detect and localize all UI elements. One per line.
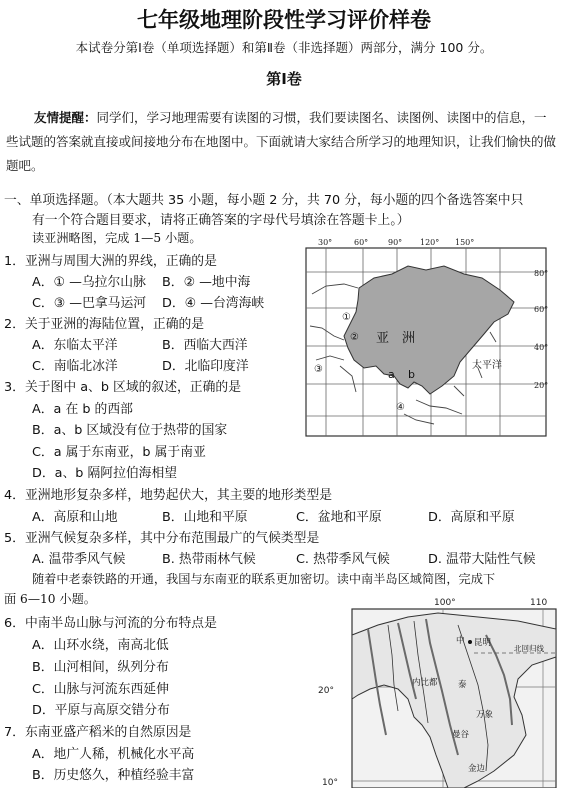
area-b-label: b: [408, 368, 415, 381]
lon-label-110: 110: [530, 598, 548, 608]
section-heading-line2: 有一个符合题目要求，请将正确答案的字母代号填涂在答题卡上。）: [32, 213, 410, 228]
question-4-stem: 4．亚洲地形复杂多样，地势起伏大，其主要的地形类型是: [4, 488, 333, 503]
question-6-stem: 6．中南半岛山脉与河流的分布特点是: [4, 616, 217, 631]
lat-label-80: 80°: [534, 269, 549, 278]
friendly-tip: [6, 106, 558, 178]
tropic-of-cancer-label: 北回归线: [514, 644, 544, 653]
marker-2: ②: [350, 332, 359, 343]
lat-label-60: 60°: [534, 305, 549, 314]
question-7-stem: 7．东南亚盛产稻米的自然原因是: [4, 725, 192, 740]
question-3-option-c[interactable]: C．a 属于东南亚，b 属于南亚: [32, 445, 206, 460]
place-thailand: 泰: [458, 680, 467, 690]
place-china: 中: [456, 636, 465, 646]
question-7-option-b[interactable]: B．历史悠久，种植经验丰富: [32, 768, 195, 783]
question-4-option-a[interactable]: A．高原和山地: [32, 510, 118, 525]
lon-label-60: 60°: [354, 238, 369, 247]
volume-label: 第Ⅰ卷: [266, 70, 302, 88]
question-1-option-c[interactable]: C．③ —巴拿马运河: [32, 296, 147, 311]
place-phnom-penh: 金边: [468, 764, 486, 774]
section-heading-line1: 一、单项选择题。（本大题共 35 小题，每小题 2 分，共 70 分，每小题的四个备选答案中只: [4, 193, 524, 208]
intro-questions-6-10-line1: 随着中老泰铁路的开通，我国与东南亚的联系更加密切。读中南半岛区域简图，完成下: [32, 572, 496, 586]
question-1-option-d[interactable]: D．④ —台湾海峡: [162, 296, 265, 311]
question-5-option-b[interactable]: B. 热带雨林气候: [162, 552, 256, 567]
question-2-option-d[interactable]: D．北临印度洋: [162, 359, 249, 374]
question-4-option-d[interactable]: D．高原和平原: [428, 510, 515, 525]
indochina-sketch-map: [318, 595, 562, 788]
question-3-option-b[interactable]: B．a、b 区域没有位于热带的国家: [32, 423, 228, 438]
lat-label-40: 40°: [534, 343, 549, 352]
area-a-label: a: [388, 368, 395, 381]
marker-1: ①: [342, 312, 351, 323]
question-2-stem: 2．关于亚洲的海陆位置，正确的是: [4, 317, 205, 332]
pacific-ocean-label: 太平洋: [472, 360, 502, 371]
question-1-option-a[interactable]: A．① —乌拉尔山脉: [32, 275, 146, 290]
asia-continent-label: 亚 洲: [376, 331, 416, 346]
tip-label: 友情提醒：: [34, 110, 97, 125]
question-6-option-a[interactable]: A．山环水绕，南高北低: [32, 638, 169, 653]
lat-label-20: 20°: [318, 686, 334, 696]
lat-label-20: 20°: [534, 381, 549, 390]
exam-subtitle: 本试卷分第Ⅰ卷（单项选择题）和第Ⅱ卷（非选择题）两部分，满分 100 分。: [75, 40, 493, 55]
kunming-dot: [468, 640, 472, 644]
question-3-stem: 3．关于图中 a、b 区域的叙述，正确的是: [4, 380, 241, 395]
page-title: 七年级地理阶段性学习评价样卷: [137, 8, 431, 32]
intro-questions-1-5: 读亚洲略图，完成 1—5 小题。: [32, 231, 202, 245]
lon-label-100: 100°: [434, 598, 456, 608]
question-5-option-c[interactable]: C. 热带季风气候: [296, 552, 390, 567]
question-4-option-c[interactable]: C．盆地和平原: [296, 510, 382, 525]
question-6-option-d[interactable]: D．平原与高原交错分布: [32, 703, 170, 718]
question-3-option-d[interactable]: D．a、b 隔阿拉伯海相望: [32, 466, 178, 481]
intro-questions-6-10-line2: 面 6—10 小题。: [4, 592, 96, 606]
marker-4: ④: [396, 402, 405, 413]
place-vientiane: 万象: [476, 710, 494, 720]
lon-label-150: 150°: [455, 238, 475, 247]
question-7-option-a[interactable]: A．地广人稀，机械化水平高: [32, 747, 195, 762]
lon-label-120: 120°: [420, 238, 440, 247]
question-5-option-d[interactable]: D. 温带大陆性气候: [428, 552, 536, 567]
question-1-option-b[interactable]: B．② —地中海: [162, 275, 251, 290]
question-4-option-b[interactable]: B．山地和平原: [162, 510, 248, 525]
question-1-stem: 1．亚洲与周围大洲的界线，正确的是: [4, 254, 217, 269]
place-bangkok: 曼谷: [452, 730, 470, 740]
question-2-option-a[interactable]: A．东临太平洋: [32, 338, 118, 353]
asia-landmass: [344, 266, 514, 394]
marker-3: ③: [314, 364, 323, 375]
question-2-option-b[interactable]: B．西临大西洋: [162, 338, 248, 353]
question-2-option-c[interactable]: C．南临北冰洋: [32, 359, 118, 374]
question-6-option-b[interactable]: B．山河相间，纵列分布: [32, 660, 169, 675]
question-5-option-a[interactable]: A. 温带季风气候: [32, 552, 126, 567]
question-5-stem: 5．亚洲气候复杂多样，其中分布范围最广的气候类型是: [4, 531, 320, 546]
place-kunming: 昆明: [474, 638, 492, 648]
lat-label-10: 10°: [322, 778, 338, 788]
asia-sketch-map: [304, 236, 562, 442]
question-6-option-c[interactable]: C．山脉与河流东西延伸: [32, 682, 169, 697]
question-3-option-a[interactable]: A．a 在 b 的西部: [32, 402, 133, 417]
place-naypyidaw: 内比都: [412, 678, 438, 688]
tip-text: 同学们，学习地理需要有读图的习惯，我们要读图名、读图例、读图中的信息，一些试题的答案就直接或间接地分布在地图中。下面就请大家结合所学习的地理知识，让我们愉快的做题吧。: [6, 110, 557, 173]
lon-label-30: 30°: [318, 238, 333, 247]
lon-label-90: 90°: [388, 238, 403, 247]
